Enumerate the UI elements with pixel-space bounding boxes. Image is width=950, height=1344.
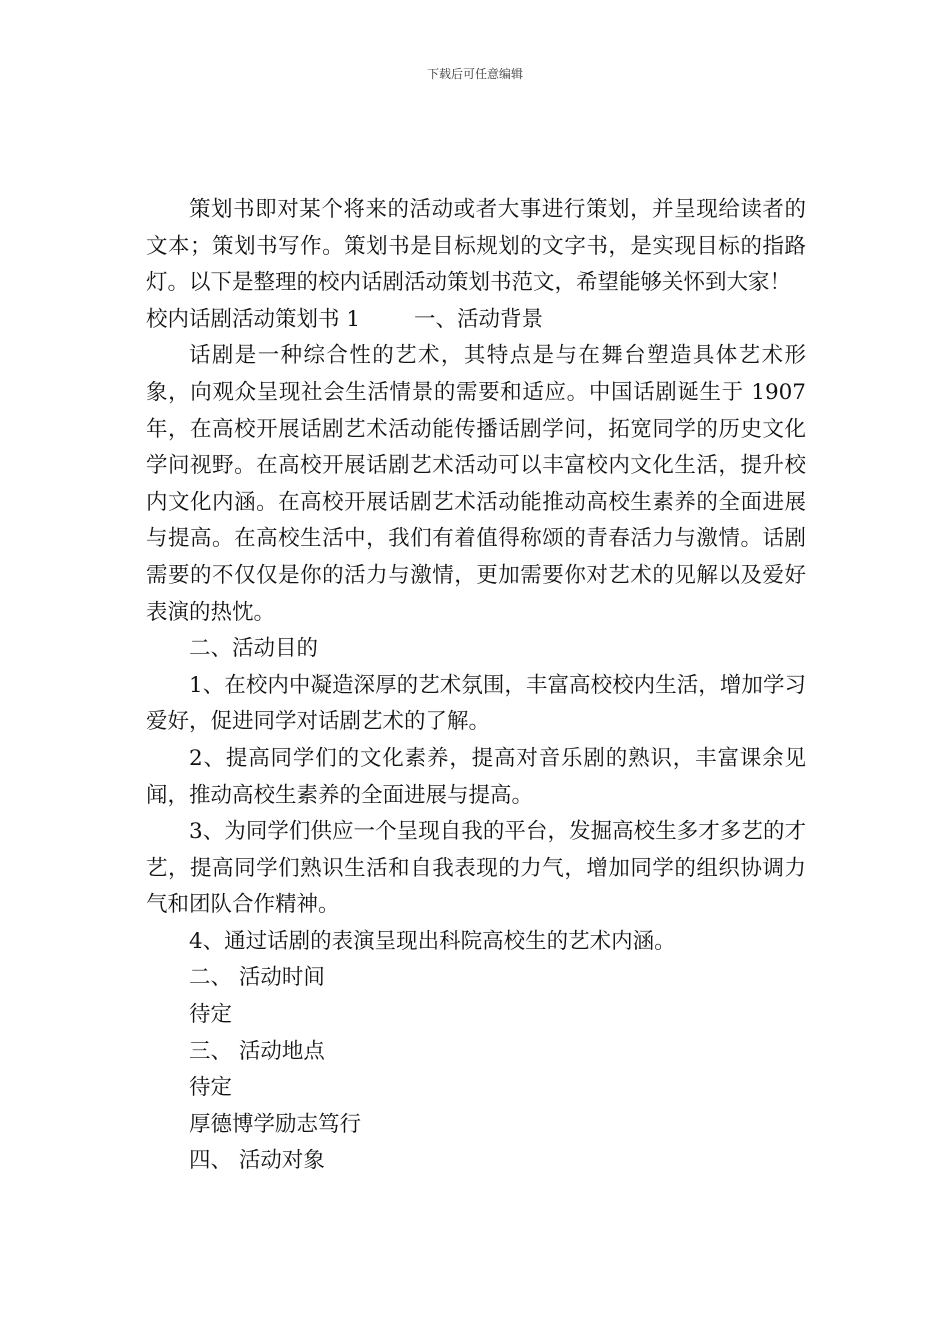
document-body bbox=[146, 192, 806, 1180]
section-heading-background: 一、活动背景 bbox=[414, 306, 544, 332]
section-heading-time: 二、 活动时间 bbox=[189, 965, 325, 991]
section-heading-location: 三、 活动地点 bbox=[189, 1038, 325, 1064]
purpose-item-4: 4、通过话剧的表演呈现出科院高校生的艺术内涵。 bbox=[189, 928, 676, 954]
school-motto: 厚德博学励志笃行 bbox=[189, 1111, 362, 1137]
section-heading-purpose: 二、活动目的 bbox=[189, 636, 319, 662]
purpose-item-1: 1、在校内中凝造深厚的艺术氛围，丰富高校校内生活，增加学习爱好，促进同学对话剧艺术的了解。 bbox=[146, 672, 806, 735]
purpose-item-2: 2、提高同学们的文化素养，提高对音乐剧的熟识，丰富课余见闻，推动高校生素养的全面进展与提高。 bbox=[146, 745, 806, 808]
location-value: 待定 bbox=[189, 1075, 233, 1101]
time-value: 待定 bbox=[189, 1002, 233, 1028]
background-paragraph: 话剧是一种综合性的艺术，其特点是与在舞台塑造具体艺术形象，向观众呈现社会生活情景的需要和适应。中国话剧诞生于 1907 年，在高校开展话剧艺术活动能传播话剧学问，拓宽同学的历史文化学问视野。在高校开展话剧艺术活动可以丰富校内文化生活，提升校内文化内涵。在高校开展话剧艺术活动能推动高校生素养的全面进展与提高。在高校生活中，我们有着值得称颂的青春活力与激情。话剧需要的不仅仅是你的活力与激情，更加需要你对艺术的见解以及爱好表演的热忱。 bbox=[146, 343, 806, 625]
page-header: 下载后可任意编辑 bbox=[426, 67, 523, 81]
purpose-item-3: 3、为同学们供应一个呈现自我的平台，发掘高校生多才多艺的才艺，提高同学们熟识生活和自我表现的力气，增加同学的组织协调力气和团队合作精神。 bbox=[146, 819, 806, 918]
intro-paragraph: 策划书即对某个将来的活动或者大事进行策划，并呈现给读者的文本；策划书写作。策划书是目标规划的文字书，是实现目标的指路灯。以下是整理的校内话剧活动策划书范文，希望能够关怀到大家！ bbox=[146, 197, 806, 296]
section-heading-audience: 四、 活动对象 bbox=[189, 1148, 325, 1174]
doc-title: 校内话剧活动策划书 1 bbox=[146, 306, 361, 332]
title-line bbox=[146, 302, 806, 339]
